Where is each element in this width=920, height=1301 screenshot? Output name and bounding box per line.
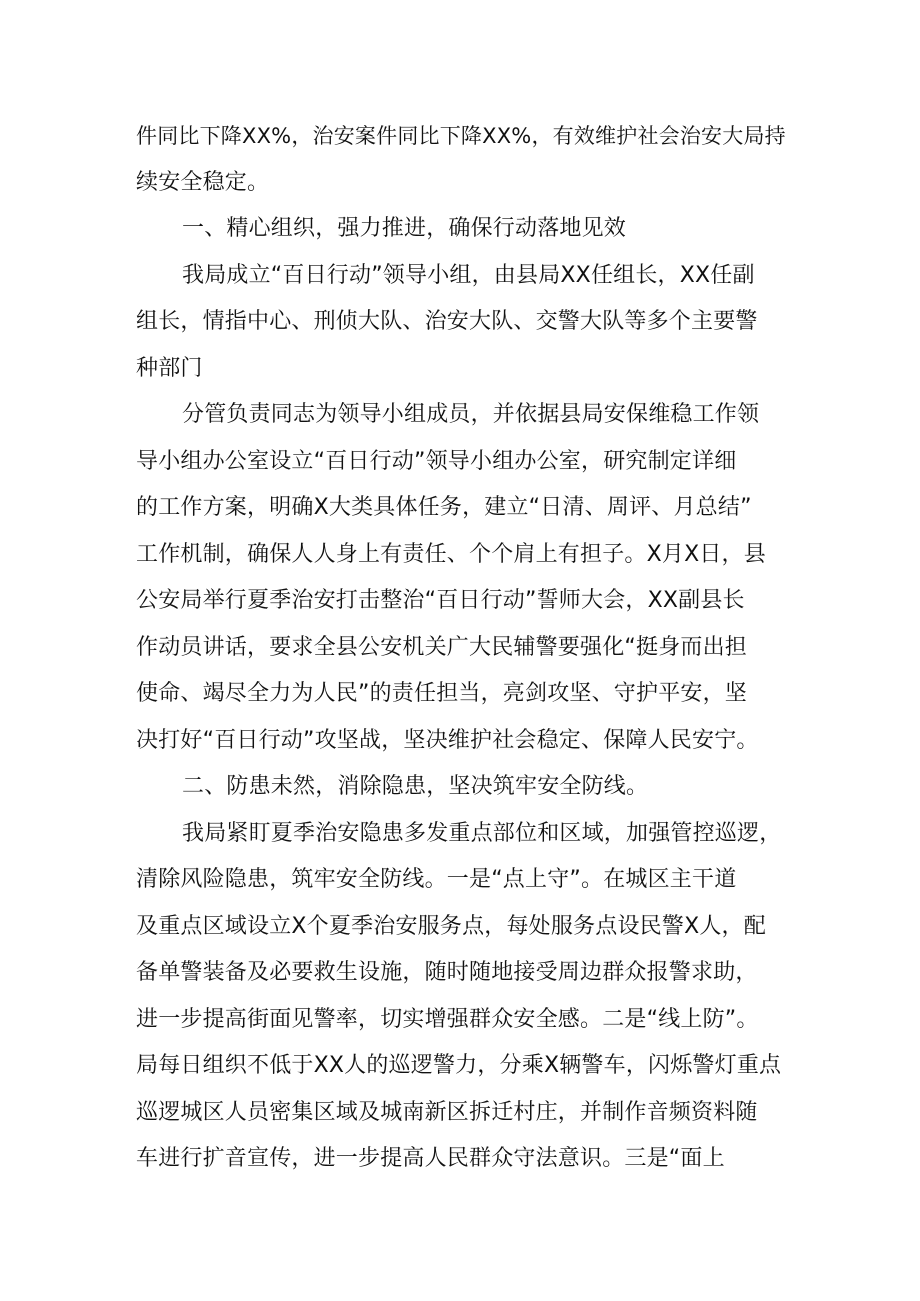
text-line: 工作机制，确保人人身上有责任、个个肩上有担子。X月X日，县	[136, 541, 766, 567]
text-line: 公安局举行夏季治安打击整治“百日行动”誓师大会，XX副县长	[136, 588, 745, 613]
text-line: 续安全稳定。	[136, 169, 270, 195]
text-line: 车进行扩音宣传，进一步提高人民群众守法意识。三是“面上	[136, 1146, 725, 1171]
text-line: 备单警装备及必要救生设施，随时随地接受周边群众报警求助，	[136, 960, 758, 985]
text-line: 局每日组织不低于XX人的巡逻警力，分乘X辆警车，闪烁警灯重点	[136, 1053, 782, 1078]
text-line: 件同比下降XX%，治安案件同比下降XX%，有效维护社会治安大局持	[136, 124, 786, 148]
text-line: 清除风险隐患，筑牢安全防线。一是“点上守”。在城区主干道	[136, 867, 737, 892]
text-line: 导小组办公室设立“百日行动”领导小组办公室，研究制定详细	[136, 448, 737, 474]
text-line: 分管负责同志为领导小组成员，并依据县局安保维稳工作领	[182, 402, 760, 427]
text-line: 我局紧盯夏季治安隐患多发重点部位和区域，加强管控巡逻，	[182, 820, 782, 846]
section-heading: 二、防患未然，消除隐患，坚决筑牢安全防线。	[182, 774, 649, 799]
text-line: 作动员讲话，要求全县公安机关广大民辅警要强化“挺身而出担	[136, 634, 747, 660]
text-line: 种部门	[136, 355, 203, 381]
text-line: 及重点区域设立X个夏季治安服务点，每处服务点设民警X人，配	[136, 913, 766, 939]
text-line: 进一步提高街面见警率，切实增强群众安全感。二是“线上防”。	[136, 1006, 759, 1032]
text-line: 组长，情指中心、刑侦大队、治安大队、交警大队等多个主要警	[136, 309, 758, 334]
text-line: 使命、竭尽全力为人民”的责任担当，亮剑攻坚、守护平安，坚	[136, 681, 747, 706]
document-body	[136, 113, 796, 1183]
section-heading: 一、精心组织，强力推进，确保行动落地见效	[182, 216, 627, 241]
text-line: 决打好“百日行动”攻坚战，坚决维护社会稳定、保障人民安宁。	[136, 727, 759, 753]
text-line: 的工作方案，明确X大类具体任务，建立“日清、周评、月总结”	[136, 495, 752, 520]
text-line: 巡逻城区人员密集区域及城南新区拆迁村庄，并制作音频资料随	[136, 1099, 758, 1125]
text-line: 我局成立“百日行动”领导小组，由县局XX任组长，XX任副	[182, 262, 755, 288]
